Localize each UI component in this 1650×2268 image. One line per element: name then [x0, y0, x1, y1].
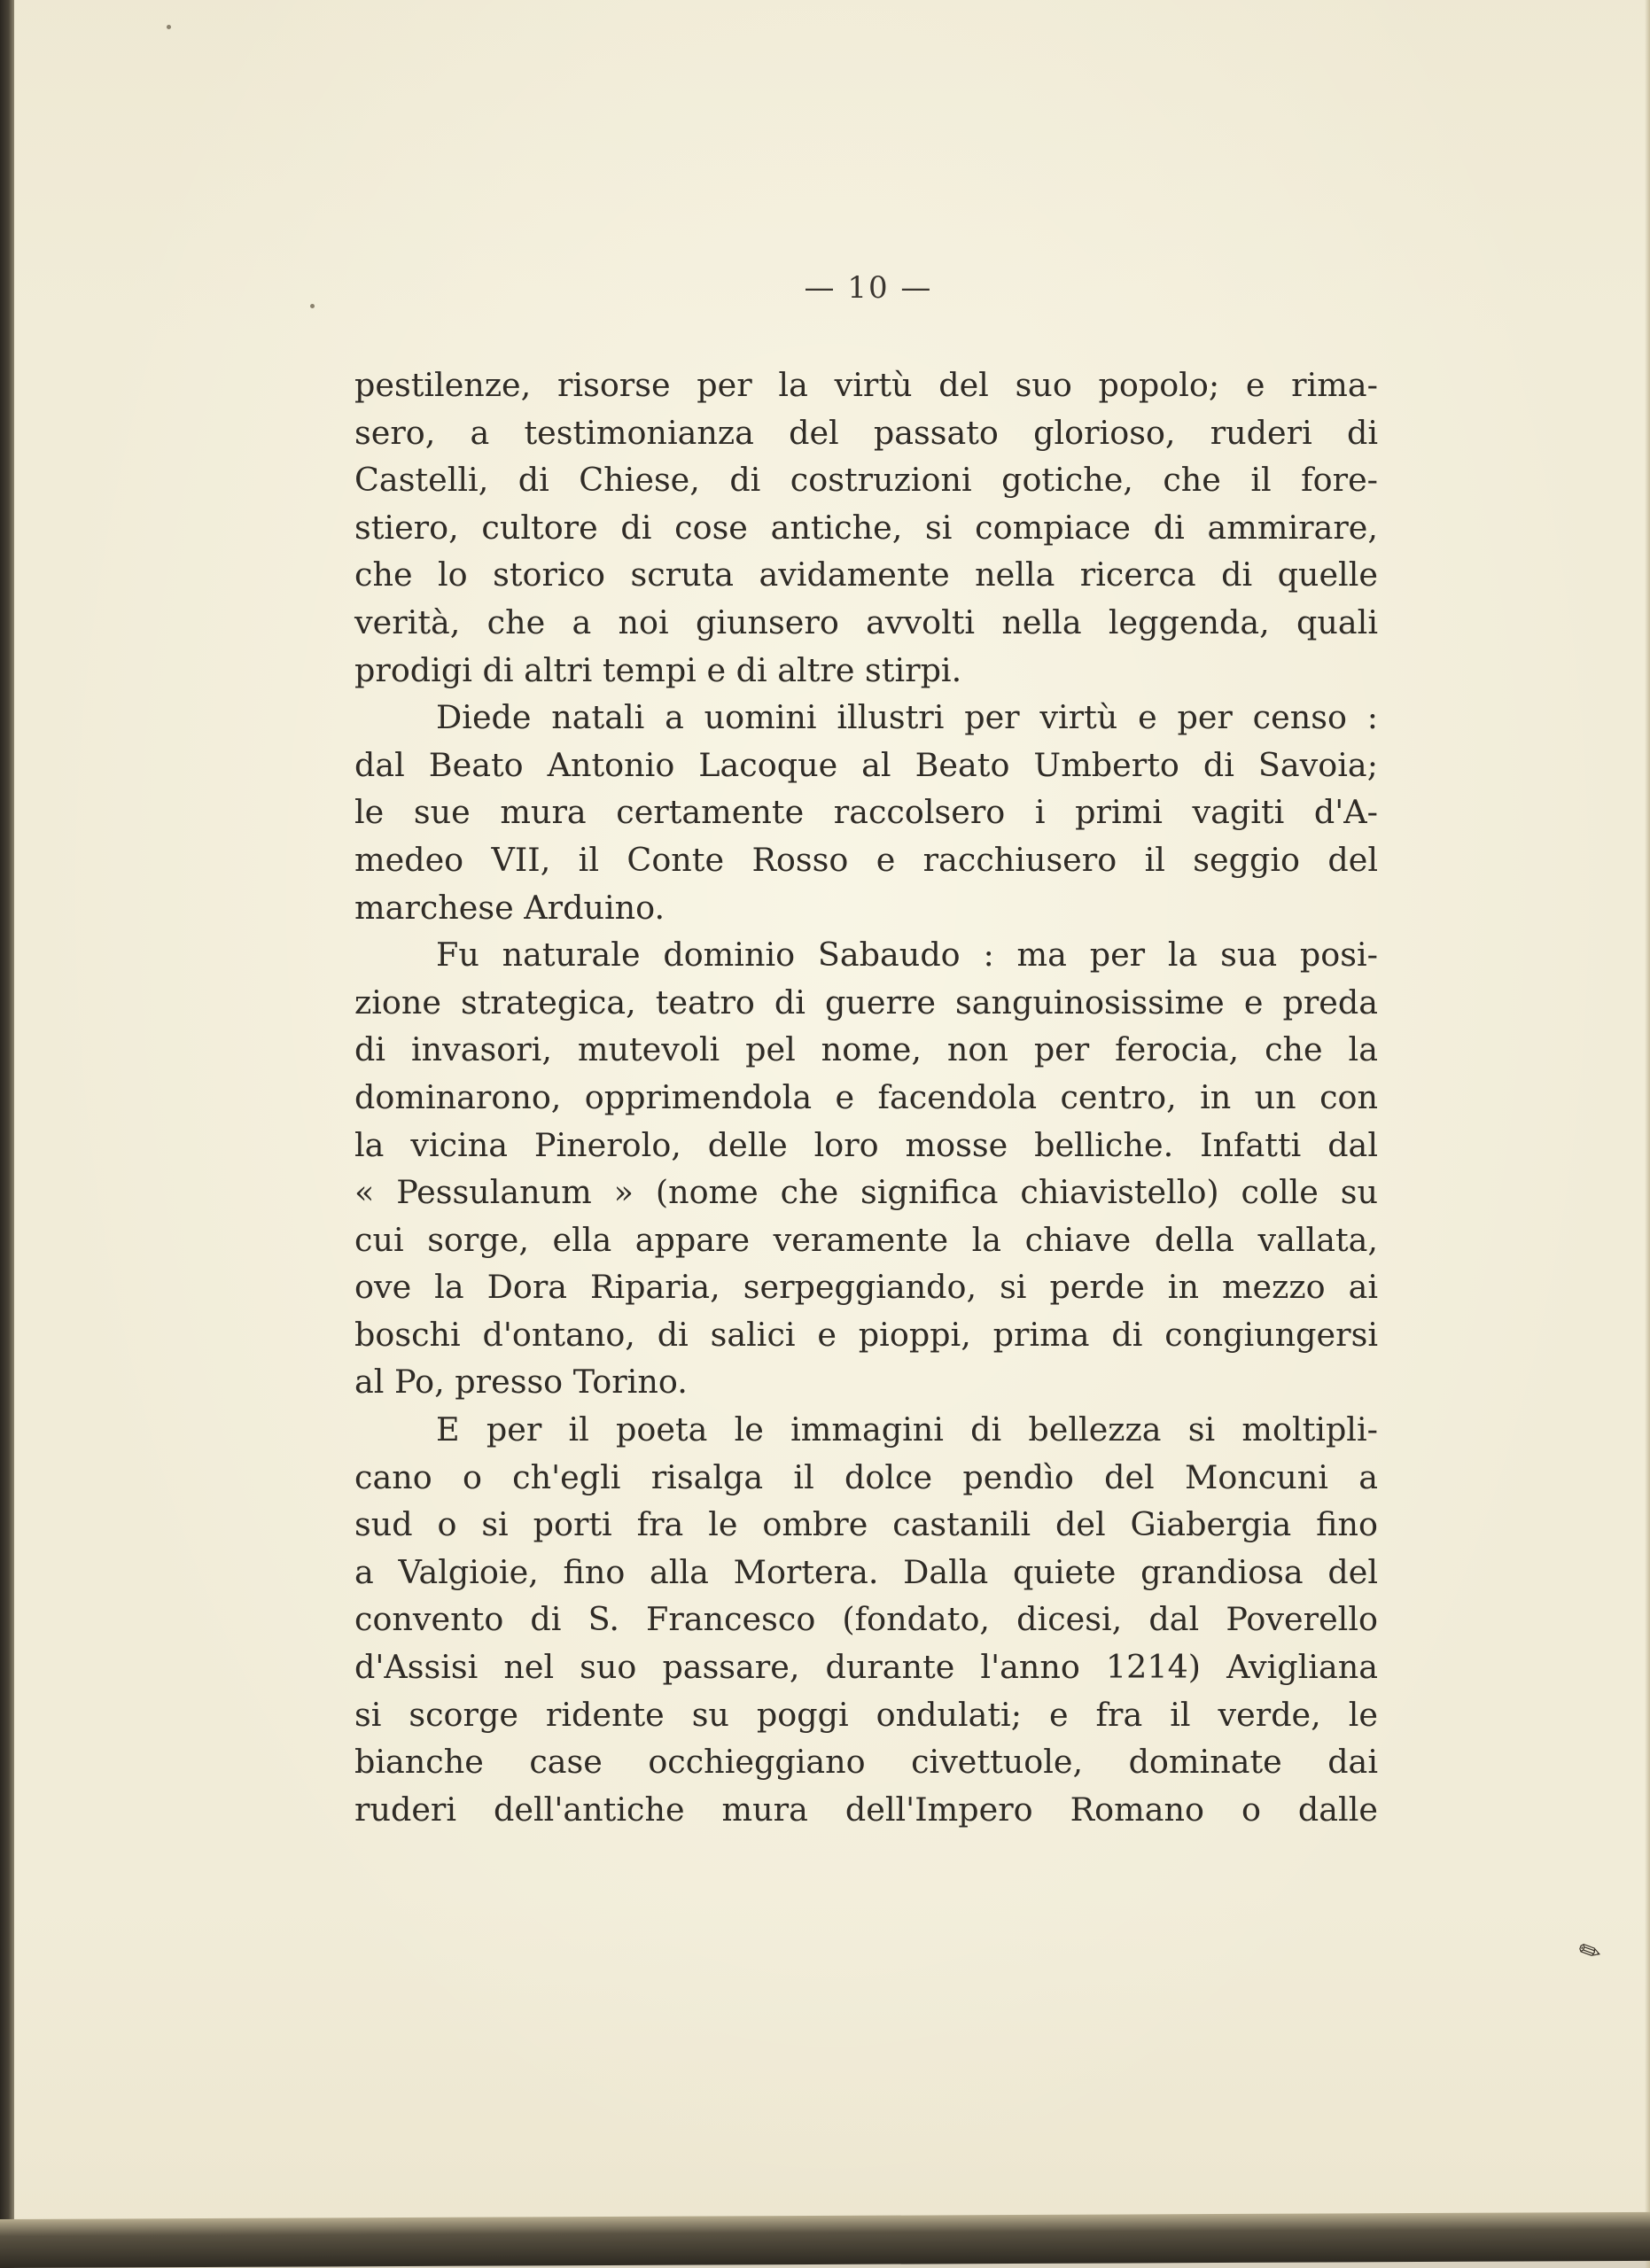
text-line: dal Beato Antonio Lacoque al Beato Umberto di Savoia; [354, 745, 1378, 784]
text-line: cui sorge, ella appare veramente la chiave della vallata, [354, 1220, 1378, 1259]
text-line: sud o si porti fra le ombre castanili del Giabergia fino [354, 1505, 1378, 1544]
text-line: dominarono, opprimendola e facendola centro, in un con [354, 1077, 1378, 1116]
text-line: stiero, cultore di cose antiche, si compiace di ammirare, [354, 508, 1378, 547]
pencil-mark-icon: ✎ [1573, 1933, 1607, 1971]
speck [167, 25, 171, 29]
text-line: bianche case occhieggiano civettuole, dominate dai [354, 1743, 1378, 1782]
left-scan-edge [0, 0, 14, 2268]
text-line: zione strategica, teatro di guerre sanguinosissime e preda [354, 983, 1378, 1021]
text-line: convento di S. Francesco (fondato, dicesi, dal Poverello [354, 1600, 1378, 1639]
text-line: prodigi di altri tempi e di altre stirpi. [354, 650, 962, 689]
text-line: ruderi dell'antiche mura dell'Impero Romano o dalle [354, 1790, 1378, 1829]
text-line: al Po, presso Torino. [354, 1363, 688, 1402]
text-line: la vicina Pinerolo, delle loro mosse belliche. Infatti dal [354, 1125, 1378, 1164]
text-line: che lo storico scruta avidamente nella ricerca di quelle [354, 555, 1378, 594]
text-line: sero, a testimonianza del passato glorioso, ruderi di [354, 413, 1378, 452]
bottom-scan-edge [0, 2212, 1650, 2268]
text-line: boschi d'ontano, di salici e pioppi, prima di congiungersi [354, 1315, 1378, 1354]
text-line: si scorge ridente su poggi ondulati; e fra il verde, le [354, 1695, 1378, 1734]
text-line: ove la Dora Riparia, serpeggiando, si perde in mezzo ai [354, 1268, 1378, 1307]
text-line: d'Assisi nel suo passare, durante l'anno 1214) Avigliana [354, 1648, 1378, 1687]
text-line: E per il poeta le immagini di bellezza si moltipli- [436, 1410, 1378, 1449]
text-line: Castelli, di Chiese, di costruzioni gotiche, che il fore- [354, 461, 1378, 500]
right-scan-edge [1645, 0, 1650, 2268]
page-number: — 10 — [804, 270, 933, 306]
text-line: le sue mura certamente raccolsero i primi vagiti d'A- [354, 793, 1378, 832]
text-line: Fu naturale dominio Sabaudo : ma per la sua posi- [436, 936, 1378, 975]
text-line: Diede natali a uomini illustri per virtù e per censo : [436, 698, 1378, 737]
text-line: medeo VII, il Conte Rosso e racchiusero il seggio del [354, 840, 1378, 879]
text-line: cano o ch'egli risalga il dolce pendìo del Moncuni a [354, 1457, 1378, 1496]
text-line: verità, che a noi giunsero avvolti nella leggenda, quali [354, 602, 1378, 641]
text-line: marchese Arduino. [354, 888, 665, 927]
text-line: a Valgioie, fino alla Mortera. Dalla quiete grandiosa del [354, 1552, 1378, 1591]
body-text [354, 361, 1378, 1833]
text-line: « Pessulanum » (nome che significa chiavistello) colle su [354, 1173, 1378, 1212]
text-line: pestilenze, risorse per la virtù del suo popolo; e rima- [354, 366, 1378, 404]
text-line: di invasori, mutevoli pel nome, non per ferocia, che la [354, 1030, 1378, 1069]
